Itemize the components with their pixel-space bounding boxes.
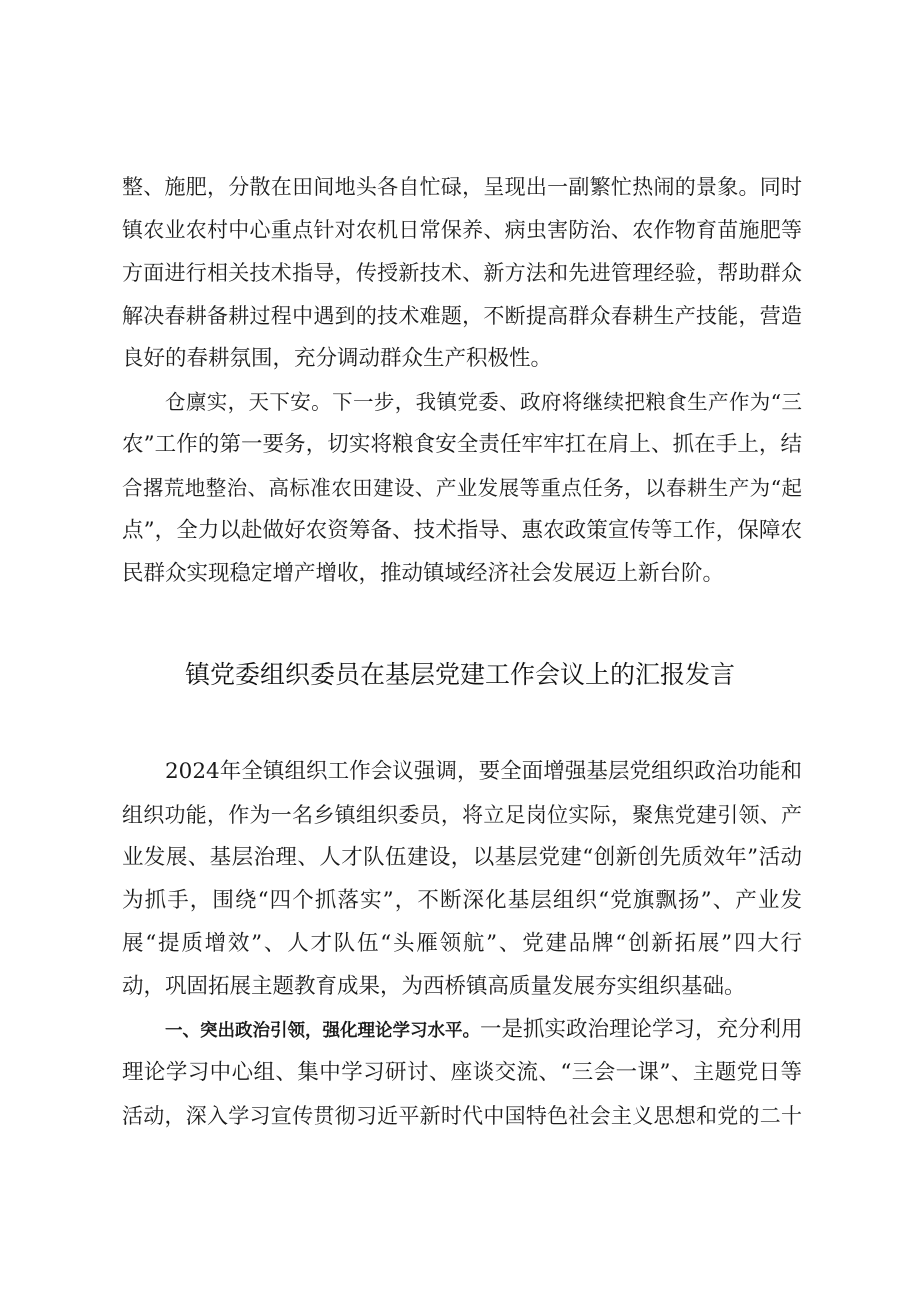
- paragraph-1-line-2: 镇农业农村中心重点针对农机日常保养、病虫害防治、农作物育苗施肥等: [122, 218, 802, 242]
- paragraph-3-line-4: 为抓手，围绕“四个抓落实”，不断深化基层组织“党旗飘扬”、产业发: [122, 888, 802, 913]
- paragraph-2-line-3: 合撂荒地整治、高标准农田建设、产业发展等重点任务，以春耕生产为“起: [122, 476, 802, 500]
- paragraph-3-line-2: 组织功能，作为一名乡镇组织委员，将立足岗位实际，聚焦党建引领、产: [122, 803, 802, 827]
- paragraph-4-line-1: [165, 1010, 802, 1050]
- paragraph-2-line-4: 点”，全力以赴做好农资筹备、技术指导、惠农政策宣传等工作，保障农: [122, 518, 802, 543]
- paragraph-3-line-6: 动，巩固拓展主题教育成果，为西桥镇高质量发展夯实组织基础。: [122, 974, 746, 999]
- paragraph-4-line-1-rest: 一是抓实政治理论学习，充分利用: [480, 1017, 803, 1042]
- paragraph-1-line-1: 整、施肥，分散在田间地头各自忙碌，呈现出一副繁忙热闹的景象。同时: [122, 175, 802, 199]
- paragraph-4-line-2: 理论学习中心组、集中学习研讨、座谈交流、“三会一课”、主题党日等: [122, 1060, 802, 1085]
- paragraph-1-line-4: 解决春耕备耕过程中遇到的技术难题，不断提高群众春耕生产技能，营造: [122, 304, 802, 328]
- paragraph-1-line-3: 方面进行相关技术指导，传授新技术、新方法和先进管理经验，帮助群众: [122, 261, 802, 285]
- article-title: 镇党委组织委员在基层党建工作会议上的汇报发言: [184, 660, 735, 689]
- paragraph-2-line-1: 仓廪实，天下安。下一步，我镇党委、政府将继续把粮食生产作为“三: [165, 390, 802, 414]
- paragraph-3-line-1: 2024年全镇组织工作会议强调，要全面增强基层党组织政治功能和: [165, 759, 802, 784]
- paragraph-2-line-2: 农”工作的第一要务，切实将粮食安全责任牢牢扛在肩上、抓在手上，结: [122, 432, 802, 457]
- paragraph-4-line-3: 活动，深入学习宣传贯彻习近平新时代中国特色社会主义思想和党的二十: [122, 1104, 802, 1128]
- paragraph-2-line-5: 民群众实现稳定增产增收，推动镇域经济社会发展迈上新台阶。: [122, 561, 725, 586]
- section-heading: 一、突出政治引领，强化理论学习水平。: [165, 1021, 480, 1041]
- paragraph-3-line-5: 展“提质增效”、人才队伍“头雁领航”、党建品牌“创新拓展”四大行: [122, 931, 802, 956]
- paragraph-1-line-5: 良好的春耕氛围，充分调动群众生产积极性。: [122, 346, 553, 371]
- paragraph-3-line-3: 业发展、基层治理、人才队伍建设，以基层党建“创新创先质效年”活动: [122, 845, 802, 870]
